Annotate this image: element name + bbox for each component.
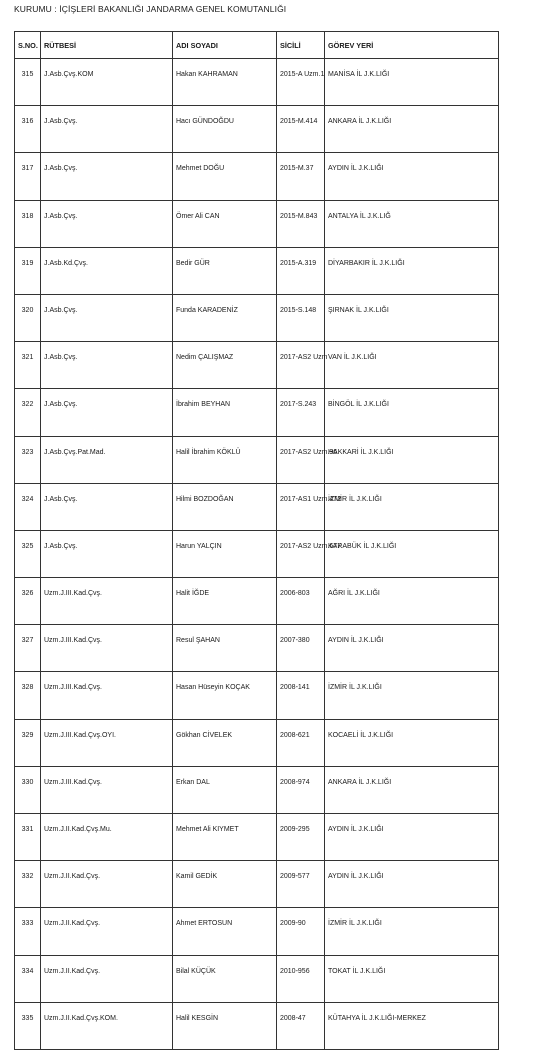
cell-name: Halit İĞDE <box>173 578 277 625</box>
cell-rank: Uzm.J.II.Kad.Çvş. <box>41 861 173 908</box>
cell-rank: Uzm.J.III.Kad.Çvş. <box>41 672 173 719</box>
cell-duty-station: ŞIRNAK İL J.K.LIĞI <box>325 294 499 341</box>
cell-rank: Uzm.J.II.Kad.Çvş. <box>41 908 173 955</box>
cell-duty-station: AYDIN İL J.K.LIĞI <box>325 861 499 908</box>
cell-registry: 2017-AS2 Uzm <box>277 342 325 389</box>
cell-sno: 330 <box>15 766 41 813</box>
table-row <box>15 294 499 341</box>
cell-name: Resul ŞAHAN <box>173 625 277 672</box>
table-row <box>15 719 499 766</box>
cell-registry: 2017-S.243 <box>277 389 325 436</box>
cell-registry: 2008-47 <box>277 1002 325 1049</box>
header-row <box>15 32 499 59</box>
cell-sno: 329 <box>15 719 41 766</box>
cell-duty-station: İZMİR İL J.K.LIĞI <box>325 672 499 719</box>
cell-rank: Uzm.J.III.Kad.Çvş. <box>41 766 173 813</box>
cell-name: İbrahim BEYHAN <box>173 389 277 436</box>
cell-duty-station: AYDIN İL J.K.LIĞI <box>325 153 499 200</box>
table-row <box>15 153 499 200</box>
cell-duty-station: BİNGÖL İL J.K.LIĞI <box>325 389 499 436</box>
cell-name: Hilmi BOZDOĞAN <box>173 483 277 530</box>
table-row <box>15 106 499 153</box>
table-row <box>15 766 499 813</box>
cell-duty-station: ANKARA İL J.K.LIĞI <box>325 766 499 813</box>
cell-sno: 333 <box>15 908 41 955</box>
cell-name: Halil KESGİN <box>173 1002 277 1049</box>
cell-registry: 2008-621 <box>277 719 325 766</box>
cell-name: Erkan DAL <box>173 766 277 813</box>
column-header-duty-station: GÖREV YERİ <box>325 32 499 59</box>
cell-duty-station: AYDIN İL J.K.LIĞI <box>325 814 499 861</box>
cell-name: Hacı GÜNDOĞDU <box>173 106 277 153</box>
table-row <box>15 200 499 247</box>
cell-duty-station: ANTALYA İL J.K.LIĞ <box>325 200 499 247</box>
column-header-registry: SİCİLİ <box>277 32 325 59</box>
cell-sno: 334 <box>15 955 41 1002</box>
cell-duty-station: KOCAELİ İL J.K.LIĞI <box>325 719 499 766</box>
cell-rank: J.Asb.Çvş. <box>41 483 173 530</box>
cell-registry: 2008-974 <box>277 766 325 813</box>
cell-rank: J.Asb.Çvş. <box>41 153 173 200</box>
cell-rank: Uzm.J.III.Kad.Çvş. <box>41 578 173 625</box>
table-row <box>15 672 499 719</box>
cell-registry: 2008-141 <box>277 672 325 719</box>
cell-duty-station: TOKAT İL J.K.LIĞI <box>325 955 499 1002</box>
document-title: KURUMU : İÇİŞLERİ BAKANLIĞI JANDARMA GENEL KOMUTANLIĞI <box>14 4 287 14</box>
cell-registry: 2006-803 <box>277 578 325 625</box>
cell-rank: Uzm.J.III.Kad.Çvş. <box>41 625 173 672</box>
cell-sno: 317 <box>15 153 41 200</box>
table-row <box>15 530 499 577</box>
cell-registry: 2009-577 <box>277 861 325 908</box>
table-row <box>15 955 499 1002</box>
column-header-name: ADI SOYADI <box>173 32 277 59</box>
table-row <box>15 59 499 106</box>
cell-rank: J.Asb.Çvş.Pat.Mad. <box>41 436 173 483</box>
cell-sno: 316 <box>15 106 41 153</box>
table-row <box>15 625 499 672</box>
cell-name: Hasan Hüseyin KOÇAK <box>173 672 277 719</box>
cell-rank: J.Asb.Çvş. <box>41 389 173 436</box>
cell-sno: 332 <box>15 861 41 908</box>
cell-sno: 328 <box>15 672 41 719</box>
table-row <box>15 814 499 861</box>
cell-rank: Uzm.J.II.Kad.Çvş.Mu. <box>41 814 173 861</box>
cell-rank: J.Asb.Çvş.KOM <box>41 59 173 106</box>
cell-duty-station: AĞRI İL J.K.LIĞI <box>325 578 499 625</box>
cell-rank: J.Asb.Çvş. <box>41 530 173 577</box>
cell-name: Halil İbrahim KÖKLÜ <box>173 436 277 483</box>
cell-sno: 320 <box>15 294 41 341</box>
cell-rank: J.Asb.Çvş. <box>41 200 173 247</box>
table-row <box>15 908 499 955</box>
table-row <box>15 578 499 625</box>
table-row <box>15 342 499 389</box>
cell-sno: 327 <box>15 625 41 672</box>
column-header-rank: RÜTBESİ <box>41 32 173 59</box>
cell-sno: 331 <box>15 814 41 861</box>
cell-duty-station: AYDIN İL J.K.LIĞI <box>325 625 499 672</box>
cell-rank: Uzm.J.III.Kad.Çvş.OYI. <box>41 719 173 766</box>
cell-registry: 2009-295 <box>277 814 325 861</box>
cell-registry: 2010-956 <box>277 955 325 1002</box>
cell-name: Ömer Ali CAN <box>173 200 277 247</box>
cell-sno: 324 <box>15 483 41 530</box>
cell-registry: 2015-A.319 <box>277 247 325 294</box>
cell-registry: 2017-AS1 Uzm.472 <box>277 483 325 530</box>
cell-sno: 323 <box>15 436 41 483</box>
cell-rank: J.Asb.Çvş. <box>41 106 173 153</box>
cell-sno: 325 <box>15 530 41 577</box>
cell-duty-station: MANİSA İL J.K.LIĞI <box>325 59 499 106</box>
cell-rank: J.Asb.Çvş. <box>41 342 173 389</box>
cell-rank: Uzm.J.II.Kad.Çvş.KOM. <box>41 1002 173 1049</box>
cell-registry: 2017-AS2 Uzm.96 <box>277 436 325 483</box>
table-row <box>15 436 499 483</box>
cell-name: Harun YALÇIN <box>173 530 277 577</box>
cell-registry: 2007-380 <box>277 625 325 672</box>
cell-name: Bedir GÜR <box>173 247 277 294</box>
cell-registry: 2015-M.37 <box>277 153 325 200</box>
column-header-sno: S.NO. <box>15 32 41 59</box>
table-row <box>15 483 499 530</box>
cell-registry: 2017-AS2 Uzm.677 <box>277 530 325 577</box>
cell-name: Mehmet Ali KIYMET <box>173 814 277 861</box>
table-row <box>15 389 499 436</box>
cell-sno: 315 <box>15 59 41 106</box>
cell-registry: 2015-S.148 <box>277 294 325 341</box>
table-row <box>15 247 499 294</box>
cell-duty-station: VAN İL J.K.LIĞI <box>325 342 499 389</box>
table-body <box>15 59 499 1050</box>
cell-registry: 2015-M.414 <box>277 106 325 153</box>
cell-name: Gökhan CİVELEK <box>173 719 277 766</box>
cell-name: Nedim ÇALIŞMAZ <box>173 342 277 389</box>
cell-duty-station: HAKKARİ İL J.K.LIĞI <box>325 436 499 483</box>
cell-duty-station: KÜTAHYA İL J.K.LIĞI-MERKEZ <box>325 1002 499 1049</box>
cell-duty-station: KARABÜK İL J.K.LIĞI <box>325 530 499 577</box>
cell-rank: Uzm.J.II.Kad.Çvş. <box>41 955 173 1002</box>
cell-name: Ahmet ERTOSUN <box>173 908 277 955</box>
cell-sno: 335 <box>15 1002 41 1049</box>
table-row <box>15 861 499 908</box>
cell-registry: 2015-A Uzm.1 <box>277 59 325 106</box>
cell-name: Mehmet DOĞU <box>173 153 277 200</box>
cell-name: Bilal KÜÇÜK <box>173 955 277 1002</box>
personnel-table <box>14 31 499 1050</box>
cell-sno: 326 <box>15 578 41 625</box>
cell-duty-station: DİYARBAKIR İL J.K.LIĞI <box>325 247 499 294</box>
cell-sno: 322 <box>15 389 41 436</box>
cell-duty-station: İZMİR İL J.K.LIĞI <box>325 908 499 955</box>
table-header <box>15 32 499 59</box>
cell-sno: 319 <box>15 247 41 294</box>
cell-duty-station: ANKARA İL J.K.LIĞI <box>325 106 499 153</box>
cell-name: Hakan KAHRAMAN <box>173 59 277 106</box>
table-row <box>15 1002 499 1049</box>
cell-name: Kamil GEDİK <box>173 861 277 908</box>
cell-registry: 2009-90 <box>277 908 325 955</box>
cell-registry: 2015-M.843 <box>277 200 325 247</box>
cell-duty-station: İZMİR İL J.K.LIĞI <box>325 483 499 530</box>
cell-rank: J.Asb.Çvş. <box>41 294 173 341</box>
cell-sno: 321 <box>15 342 41 389</box>
cell-rank: J.Asb.Kd.Çvş. <box>41 247 173 294</box>
cell-sno: 318 <box>15 200 41 247</box>
cell-name: Funda KARADENİZ <box>173 294 277 341</box>
